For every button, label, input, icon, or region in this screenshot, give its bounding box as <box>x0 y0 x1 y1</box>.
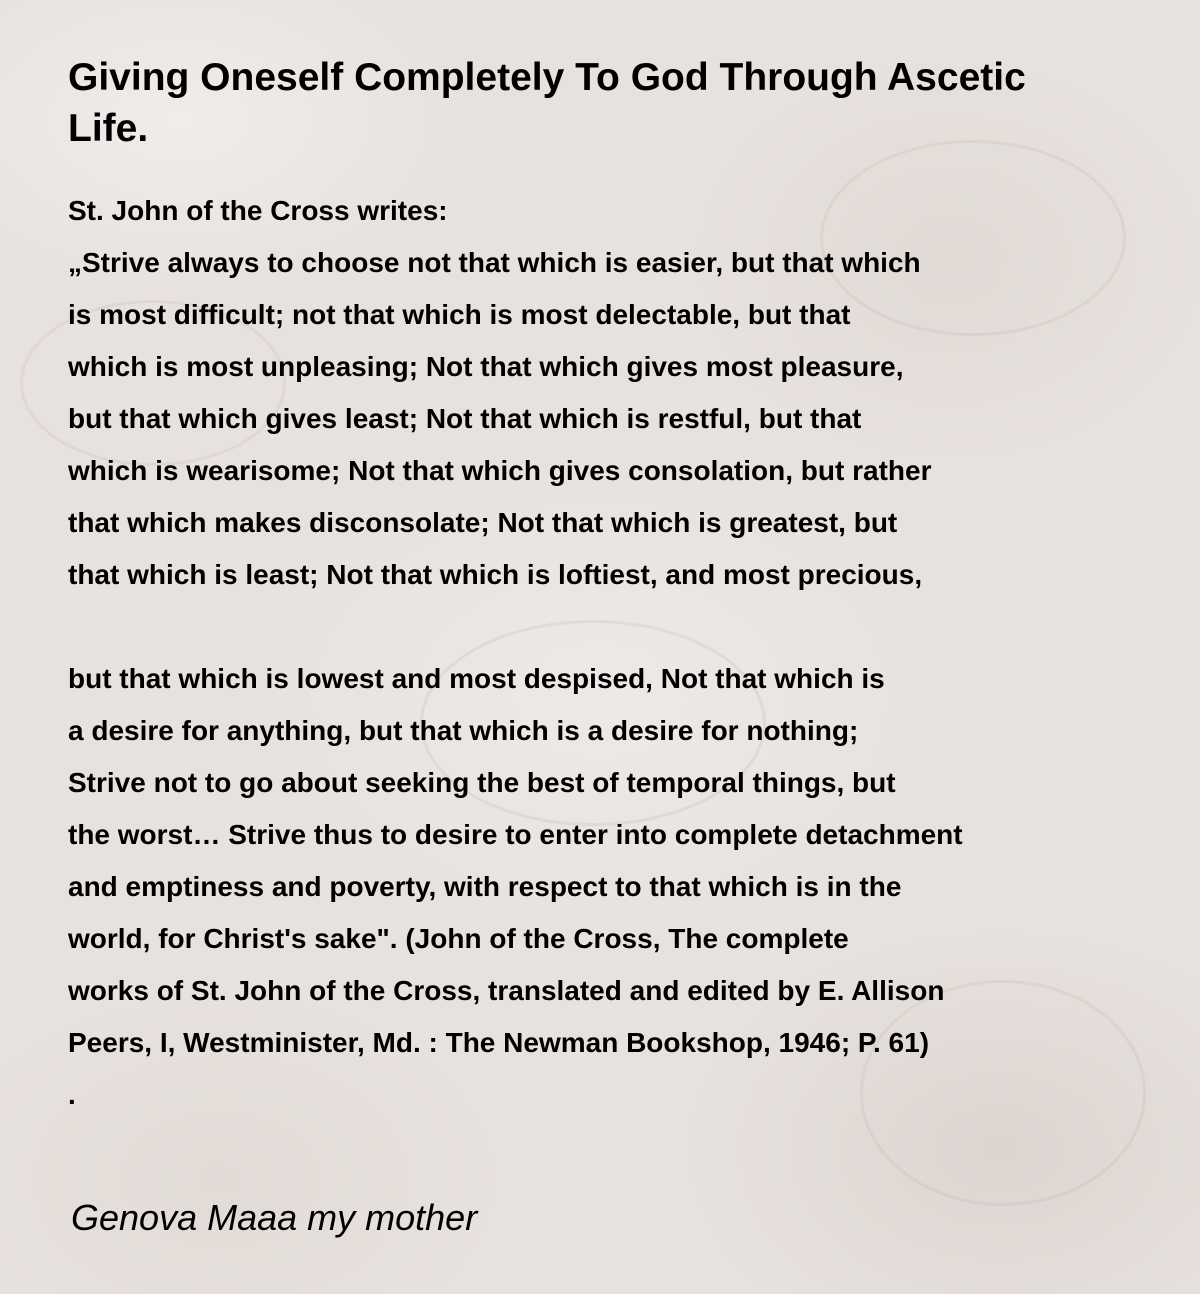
poem-line: St. John of the Cross writes: <box>68 195 448 226</box>
poem-line: Peers, I, Westminister, Md. : The Newman Bookshop, 1946; P. 61) <box>68 1027 930 1058</box>
poem-line: that which is least; Not that which is loftiest, and most precious, <box>68 559 923 590</box>
poem-line: that which makes disconsolate; Not that which is greatest, but <box>68 507 898 538</box>
poem-line: . <box>68 1079 76 1110</box>
poem-line: which is most unpleasing; Not that which gives most pleasure, <box>68 351 904 382</box>
poem-line: but that which is lowest and most despised, Not that which is <box>68 663 885 694</box>
stanza-2 <box>68 653 1168 1121</box>
poem-line: Strive not to go about seeking the best of temporal things, but <box>68 767 896 798</box>
title-line: Giving Oneself Completely To God Through Ascetic <box>68 56 1026 99</box>
poem-author: Genova Maaa my mother <box>71 1197 478 1238</box>
poem-line: but that which gives least; Not that which is restful, but that <box>68 403 862 434</box>
poem-container <box>68 52 1168 1121</box>
poem-line: „Strive always to choose not that which is easier, but that which <box>68 247 921 278</box>
poem-line: a desire for anything, but that which is a desire for nothing; <box>68 715 859 746</box>
poem-line: which is wearisome; Not that which gives consolation, but rather <box>68 455 932 486</box>
stanza-1 <box>68 185 1168 601</box>
title-line: Life. <box>68 107 149 150</box>
poem-line: and emptiness and poverty, with respect to that which is in the <box>68 871 902 902</box>
poem-title <box>68 52 1168 154</box>
poem-body <box>68 185 1168 1121</box>
poem-line: works of St. John of the Cross, translated and edited by E. Allison <box>68 975 945 1006</box>
poem-line: world, for Christ's sake". (John of the Cross, The complete <box>68 923 849 954</box>
poem-line: is most difficult; not that which is most delectable, but that <box>68 299 851 330</box>
poem-line: the worst… Strive thus to desire to enter into complete detachment <box>68 819 963 850</box>
